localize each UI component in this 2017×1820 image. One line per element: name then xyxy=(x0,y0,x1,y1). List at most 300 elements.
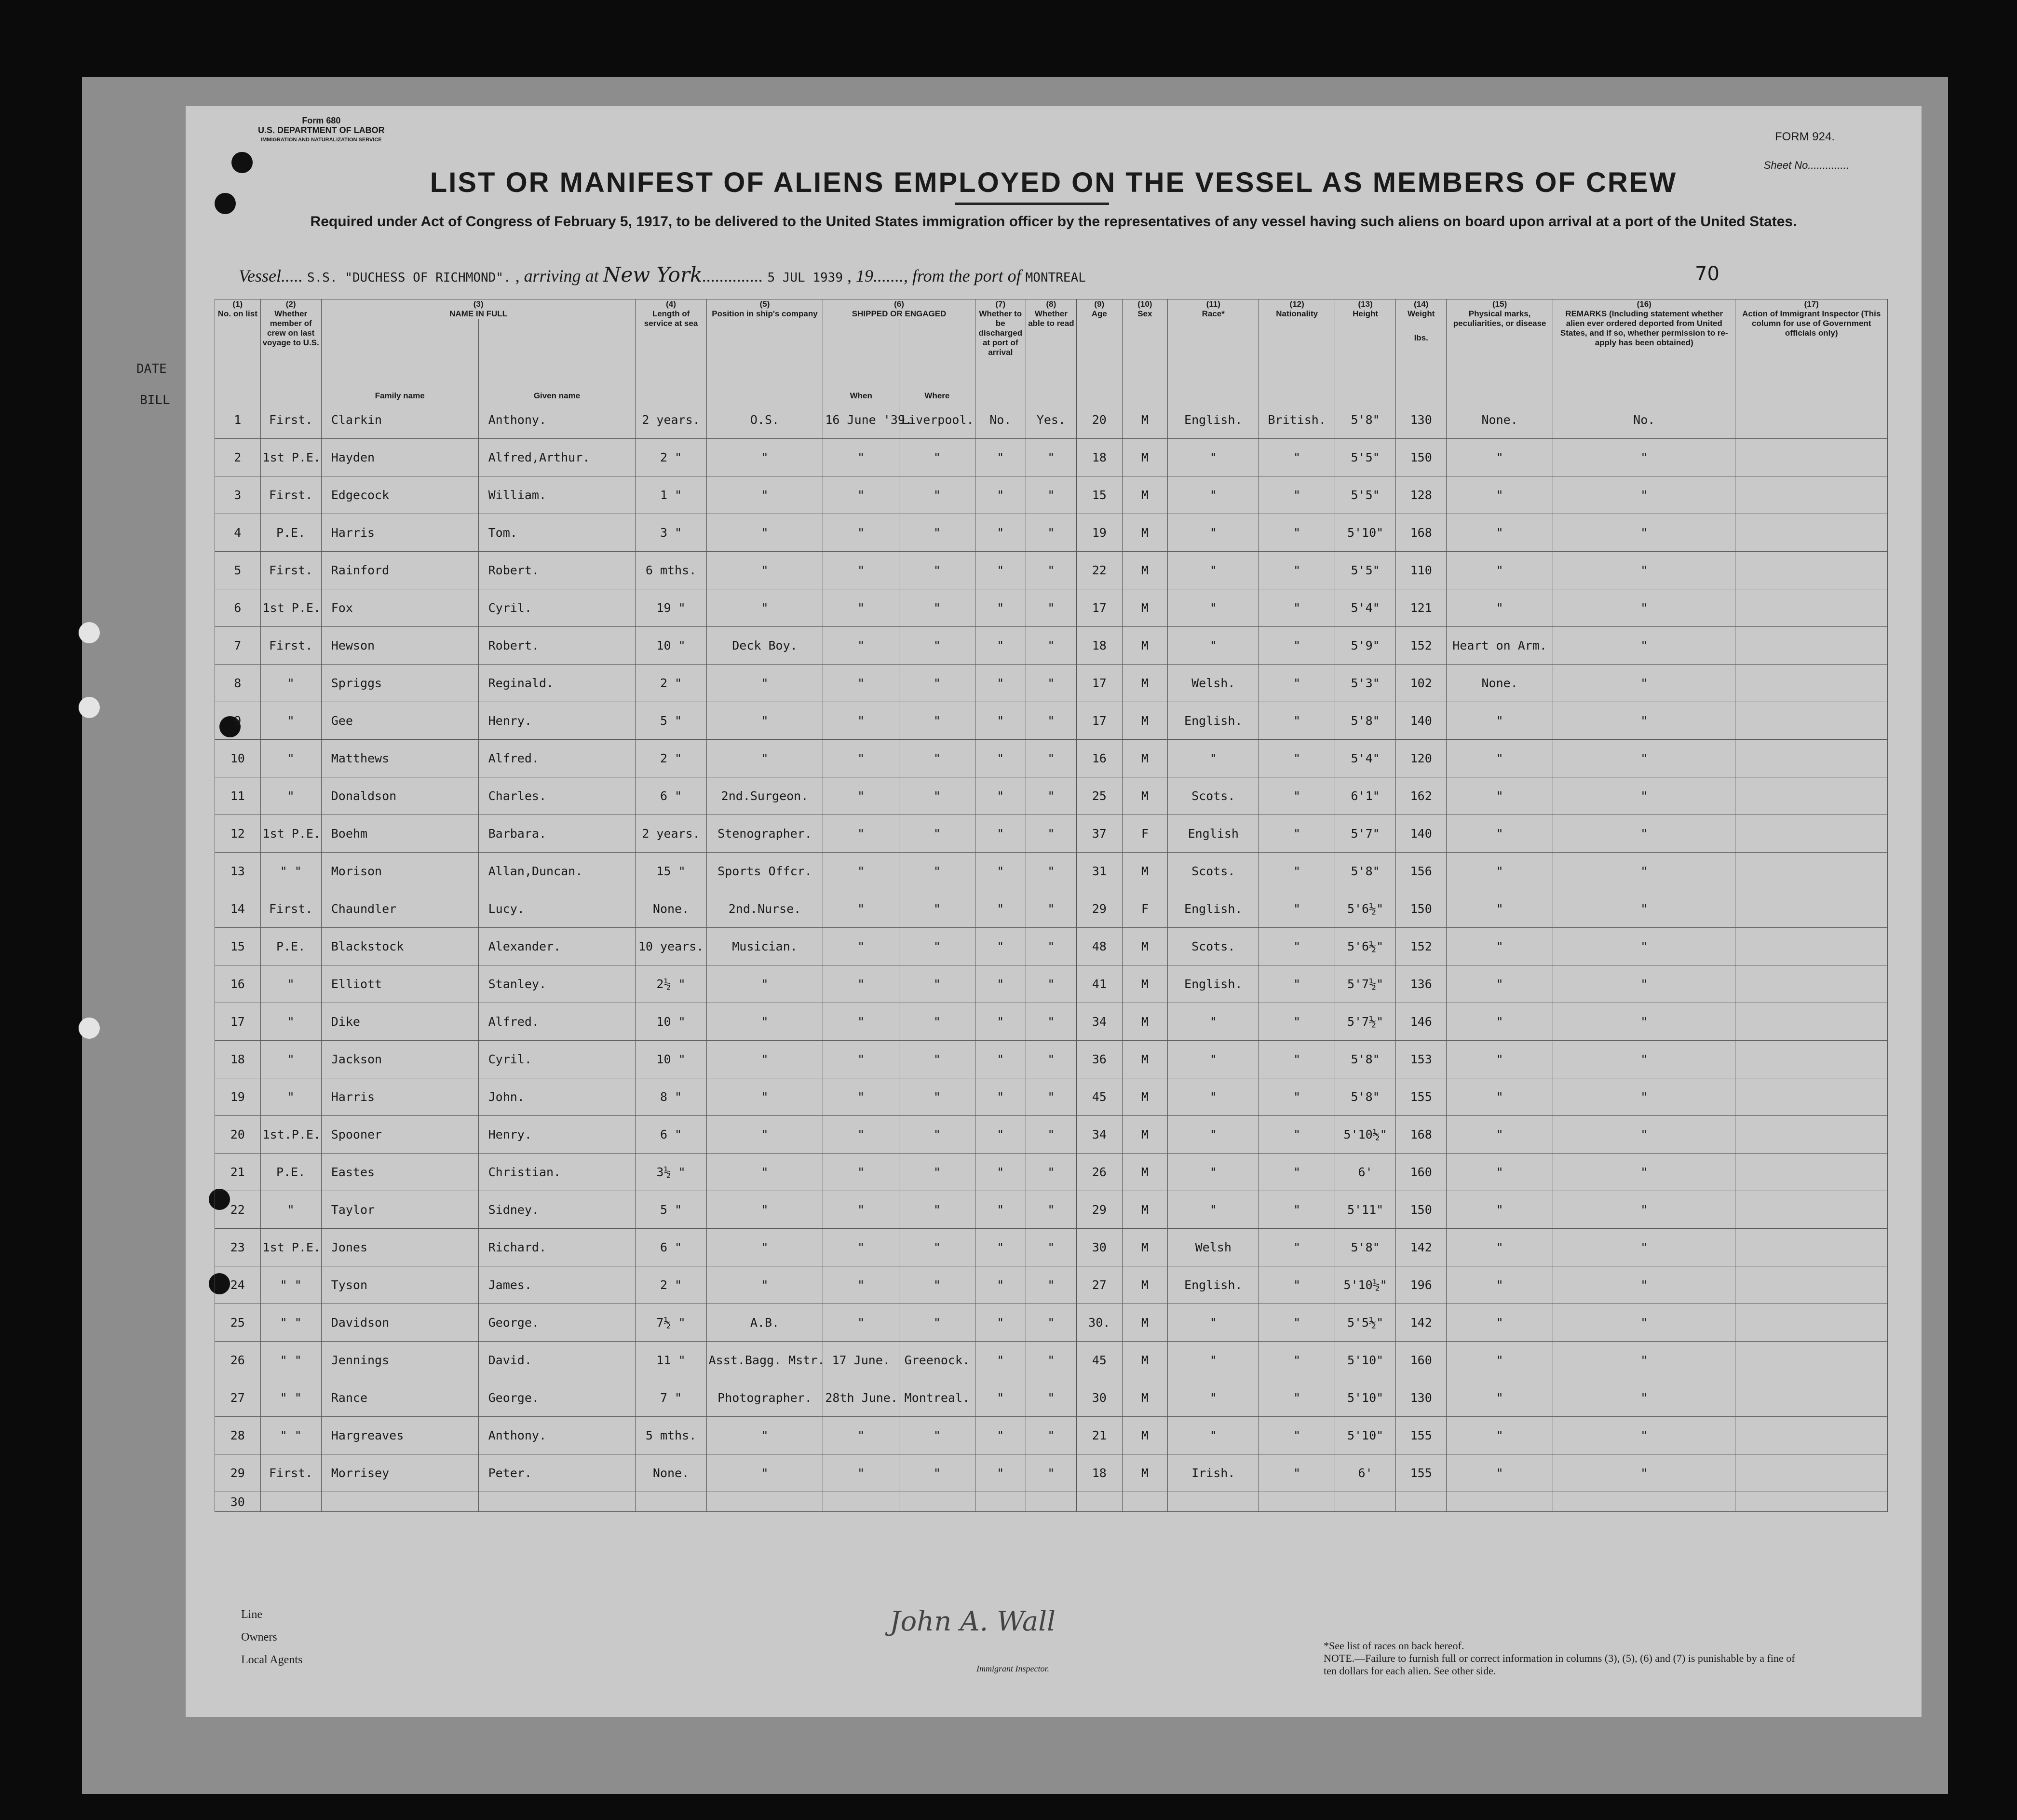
cell-service: 2 " xyxy=(636,665,706,702)
cell-when: 28th June. xyxy=(823,1379,899,1417)
cell-weight xyxy=(1396,1492,1447,1512)
cell-remarks: " xyxy=(1553,890,1735,928)
cell-sex: F xyxy=(1122,890,1168,928)
cell-action xyxy=(1735,928,1888,965)
cell-given: William. xyxy=(478,476,636,514)
cell-sex: M xyxy=(1122,589,1168,627)
cell-no: 2 xyxy=(215,439,261,476)
table-row xyxy=(215,401,1888,439)
cell-race: English. xyxy=(1168,702,1259,740)
cell-given: James. xyxy=(478,1266,636,1304)
cell-remarks: " xyxy=(1553,1229,1735,1266)
cell-when: " xyxy=(823,476,899,514)
cell-age: 25 xyxy=(1076,777,1122,815)
cell-height: 5'10½" xyxy=(1335,1266,1396,1304)
table-row xyxy=(215,965,1888,1003)
cell-remarks: " xyxy=(1553,853,1735,890)
cell-no: 29 xyxy=(215,1454,261,1492)
cell-sex: M xyxy=(1122,1229,1168,1266)
cell-race: Welsh. xyxy=(1168,665,1259,702)
cell-no: 18 xyxy=(215,1041,261,1078)
cell-where: " xyxy=(899,1116,975,1154)
cell-marks: " xyxy=(1447,740,1553,777)
cell-sex: M xyxy=(1122,1041,1168,1078)
cell-race: " xyxy=(1168,589,1259,627)
cell-read xyxy=(1026,1492,1076,1512)
cell-age: 29 xyxy=(1076,890,1122,928)
cell-family: Taylor xyxy=(321,1191,478,1229)
cell-race: Scots. xyxy=(1168,853,1259,890)
cell-age: 17 xyxy=(1076,702,1122,740)
col-race: (11) Race* xyxy=(1168,299,1259,401)
cell-weight: 196 xyxy=(1396,1266,1447,1304)
col-when: When xyxy=(823,319,899,401)
cell-where: " xyxy=(899,627,975,665)
cell-age: 27 xyxy=(1076,1266,1122,1304)
col-sex: (10) Sex xyxy=(1122,299,1168,401)
cell-position: Deck Boy. xyxy=(706,627,823,665)
cell-discharged: " xyxy=(975,890,1026,928)
cell-remarks: " xyxy=(1553,928,1735,965)
cell-when: " xyxy=(823,1003,899,1041)
cell-race: " xyxy=(1168,476,1259,514)
cell-race: " xyxy=(1168,627,1259,665)
cell-marks: " xyxy=(1447,589,1553,627)
cell-no: 8 xyxy=(215,665,261,702)
table-row xyxy=(215,928,1888,965)
cell-weight: 155 xyxy=(1396,1417,1447,1454)
cell-remarks: " xyxy=(1553,1154,1735,1191)
cell-family: Fox xyxy=(321,589,478,627)
cell-discharged: " xyxy=(975,552,1026,589)
cell-sex: M xyxy=(1122,1078,1168,1116)
cell-member: " xyxy=(260,740,321,777)
cell-service: 2 years. xyxy=(636,815,706,853)
cell-weight: 110 xyxy=(1396,552,1447,589)
cell-nationality: " xyxy=(1259,928,1335,965)
cell-discharged: " xyxy=(975,1003,1026,1041)
cell-no: 5 xyxy=(215,552,261,589)
cell-position: " xyxy=(706,1041,823,1078)
cell-sex: M xyxy=(1122,476,1168,514)
cell-discharged: " xyxy=(975,1304,1026,1342)
cell-action xyxy=(1735,740,1888,777)
cell-height: 5'4" xyxy=(1335,740,1396,777)
cell-action xyxy=(1735,1492,1888,1512)
punch-hole xyxy=(79,622,100,643)
cell-marks xyxy=(1447,1492,1553,1512)
cell-service: 6 " xyxy=(636,1116,706,1154)
cell-member: P.E. xyxy=(260,514,321,552)
cell-member: 1st.P.E. xyxy=(260,1116,321,1154)
cell-sex: M xyxy=(1122,1342,1168,1379)
cell-discharged: " xyxy=(975,853,1026,890)
cell-member: " xyxy=(260,665,321,702)
cell-position: Asst.Bagg. Mstr. xyxy=(706,1342,823,1379)
cell-weight: 140 xyxy=(1396,702,1447,740)
col-name: (3) NAME IN FULL xyxy=(321,299,636,319)
cell-age: 29 xyxy=(1076,1191,1122,1229)
cell-sex: M xyxy=(1122,1191,1168,1229)
department: U.S. DEPARTMENT OF LABOR xyxy=(258,125,385,135)
cell-where: Liverpool. xyxy=(899,401,975,439)
cell-given: Christian. xyxy=(478,1154,636,1191)
cell-member: " xyxy=(260,1078,321,1116)
table-row xyxy=(215,1078,1888,1116)
cell-where: " xyxy=(899,665,975,702)
cell-nationality: " xyxy=(1259,1266,1335,1304)
cell-action xyxy=(1735,853,1888,890)
cell-given: Cyril. xyxy=(478,589,636,627)
signature-caption: Immigrant Inspector. xyxy=(976,1664,1049,1673)
cell-member: " " xyxy=(260,1266,321,1304)
cell-height: 5'8" xyxy=(1335,702,1396,740)
cell-read: " xyxy=(1026,1078,1076,1116)
cell-weight: 155 xyxy=(1396,1454,1447,1492)
cell-where: " xyxy=(899,1454,975,1492)
page-title: LIST OR MANIFEST OF ALIENS EMPLOYED ON THE VESSEL AS MEMBERS OF CREW xyxy=(430,167,1678,198)
cell-member: " xyxy=(260,965,321,1003)
cell-remarks: " xyxy=(1553,589,1735,627)
cell-when: " xyxy=(823,965,899,1003)
cell-position: Stenographer. xyxy=(706,815,823,853)
cell-where: " xyxy=(899,740,975,777)
cell-when: " xyxy=(823,853,899,890)
cell-family: Hayden xyxy=(321,439,478,476)
cell-where: Greenock. xyxy=(899,1342,975,1379)
cell-discharged: " xyxy=(975,439,1026,476)
cell-service: 5 " xyxy=(636,702,706,740)
cell-age: 26 xyxy=(1076,1154,1122,1191)
cell-nationality: " xyxy=(1259,1078,1335,1116)
cell-nationality: " xyxy=(1259,1304,1335,1342)
cell-where: " xyxy=(899,476,975,514)
cell-weight: 162 xyxy=(1396,777,1447,815)
col-remarks: (16) REMARKS (Including statement whether alien ever ordered deported from United States, and if so, whether permission to re-apply has been obtained) xyxy=(1553,299,1735,401)
cell-weight: 142 xyxy=(1396,1304,1447,1342)
cell-race: " xyxy=(1168,1003,1259,1041)
col-no: (1) No. on list xyxy=(215,299,261,401)
cell-read: " xyxy=(1026,1116,1076,1154)
cell-where: " xyxy=(899,815,975,853)
cell-position: 2nd.Surgeon. xyxy=(706,777,823,815)
cell-age: 30. xyxy=(1076,1304,1122,1342)
footer-labels xyxy=(241,1603,302,1671)
cell-when: " xyxy=(823,702,899,740)
cell-race: English xyxy=(1168,815,1259,853)
cell-discharged: " xyxy=(975,702,1026,740)
cell-read: " xyxy=(1026,1266,1076,1304)
cell-remarks: " xyxy=(1553,965,1735,1003)
cell-action xyxy=(1735,1266,1888,1304)
cell-given: Alfred. xyxy=(478,1003,636,1041)
cell-family: Jones xyxy=(321,1229,478,1266)
cell-where: " xyxy=(899,1041,975,1078)
table-row xyxy=(215,589,1888,627)
cell-remarks: " xyxy=(1553,1454,1735,1492)
cell-marks: " xyxy=(1447,1229,1553,1266)
cell-service: 6 " xyxy=(636,777,706,815)
cell-marks: " xyxy=(1447,965,1553,1003)
cell-height: 5'10" xyxy=(1335,1379,1396,1417)
cell-marks: " xyxy=(1447,777,1553,815)
cell-weight: 152 xyxy=(1396,928,1447,965)
cell-discharged: " xyxy=(975,740,1026,777)
cell-service: 10 " xyxy=(636,627,706,665)
cell-sex: M xyxy=(1122,1454,1168,1492)
cell-action xyxy=(1735,589,1888,627)
cell-read: " xyxy=(1026,965,1076,1003)
cell-age: 37 xyxy=(1076,815,1122,853)
cell-no: 19 xyxy=(215,1078,261,1116)
cell-position: " xyxy=(706,665,823,702)
cell-action xyxy=(1735,1041,1888,1078)
cell-nationality: " xyxy=(1259,665,1335,702)
cell-remarks: " xyxy=(1553,1191,1735,1229)
cell-race: " xyxy=(1168,1154,1259,1191)
cell-member: " xyxy=(260,1191,321,1229)
cell-service: 10 " xyxy=(636,1041,706,1078)
cell-service: 8 " xyxy=(636,1078,706,1116)
cell-family: Gee xyxy=(321,702,478,740)
cell-service: 6 mths. xyxy=(636,552,706,589)
cell-race: " xyxy=(1168,552,1259,589)
table-row xyxy=(215,890,1888,928)
cell-age: 20 xyxy=(1076,401,1122,439)
cell-position: " xyxy=(706,1154,823,1191)
cell-when: " xyxy=(823,1041,899,1078)
cell-sex: M xyxy=(1122,702,1168,740)
cell-sex: M xyxy=(1122,853,1168,890)
cell-remarks: " xyxy=(1553,1304,1735,1342)
cell-no: 10 xyxy=(215,740,261,777)
cell-nationality xyxy=(1259,1492,1335,1512)
cell-no: 26 xyxy=(215,1342,261,1379)
title-rule xyxy=(955,203,1109,205)
cell-marks: " xyxy=(1447,1003,1553,1041)
cell-marks: " xyxy=(1447,890,1553,928)
cell-given: Peter. xyxy=(478,1454,636,1492)
cell-age: 19 xyxy=(1076,514,1122,552)
arriving-at: New York xyxy=(603,263,703,286)
cell-sex: M xyxy=(1122,552,1168,589)
cell-when: " xyxy=(823,1454,899,1492)
cell-discharged: " xyxy=(975,627,1026,665)
cell-where: " xyxy=(899,890,975,928)
cell-read: " xyxy=(1026,853,1076,890)
table-row xyxy=(215,702,1888,740)
cell-family: Eastes xyxy=(321,1154,478,1191)
col-read: (8) Whether able to read xyxy=(1026,299,1076,401)
cell-where: " xyxy=(899,928,975,965)
cell-sex: M xyxy=(1122,965,1168,1003)
cell-race: " xyxy=(1168,740,1259,777)
cell-given: David. xyxy=(478,1342,636,1379)
side-note-date: DATE xyxy=(136,362,167,376)
cell-given: Tom. xyxy=(478,514,636,552)
cell-weight: 153 xyxy=(1396,1041,1447,1078)
arriving-label: , arriving at xyxy=(515,266,599,285)
cell-position: " xyxy=(706,1417,823,1454)
cell-service: 19 " xyxy=(636,589,706,627)
cell-family: Blackstock xyxy=(321,928,478,965)
cell-when: " xyxy=(823,890,899,928)
cell-weight: 128 xyxy=(1396,476,1447,514)
cell-nationality: " xyxy=(1259,589,1335,627)
cell-marks: " xyxy=(1447,476,1553,514)
cell-position: " xyxy=(706,1266,823,1304)
cell-race: Irish. xyxy=(1168,1454,1259,1492)
cell-family: Chaundler xyxy=(321,890,478,928)
cell-member: " " xyxy=(260,1342,321,1379)
col-service: (4) Length of service at sea xyxy=(636,299,706,401)
cell-family: Matthews xyxy=(321,740,478,777)
cell-sex: M xyxy=(1122,401,1168,439)
from-port: MONTREAL xyxy=(1025,271,1086,285)
cell-weight: 150 xyxy=(1396,1191,1447,1229)
col-age: (9) Age xyxy=(1076,299,1122,401)
cell-when xyxy=(823,1492,899,1512)
cell-position: " xyxy=(706,552,823,589)
cell-when: 17 June. xyxy=(823,1342,899,1379)
cell-family: Harris xyxy=(321,1078,478,1116)
table-row xyxy=(215,1003,1888,1041)
col-shipped: (6) SHIPPED OR ENGAGED xyxy=(823,299,975,319)
cell-read: " xyxy=(1026,514,1076,552)
cell-remarks: " xyxy=(1553,777,1735,815)
cell-discharged: " xyxy=(975,1229,1026,1266)
cell-nationality: " xyxy=(1259,1454,1335,1492)
cell-member: P.E. xyxy=(260,1154,321,1191)
cell-position: " xyxy=(706,514,823,552)
cell-when: " xyxy=(823,1229,899,1266)
cell-remarks: " xyxy=(1553,627,1735,665)
cell-age: 41 xyxy=(1076,965,1122,1003)
punch-hole xyxy=(79,697,100,718)
cell-remarks: " xyxy=(1553,1116,1735,1154)
cell-discharged: " xyxy=(975,589,1026,627)
cell-position: 2nd.Nurse. xyxy=(706,890,823,928)
cell-remarks: No. xyxy=(1553,401,1735,439)
cell-race: Scots. xyxy=(1168,928,1259,965)
cell-where: Montreal. xyxy=(899,1379,975,1417)
cell-marks: " xyxy=(1447,1417,1553,1454)
cell-no: 9 xyxy=(215,702,261,740)
cell-age: 15 xyxy=(1076,476,1122,514)
col-where: Where xyxy=(899,319,975,401)
cell-age: 30 xyxy=(1076,1379,1122,1417)
cell-action xyxy=(1735,965,1888,1003)
table-row xyxy=(215,853,1888,890)
cell-weight: 155 xyxy=(1396,1078,1447,1116)
cell-nationality: " xyxy=(1259,1342,1335,1379)
cell-weight: 121 xyxy=(1396,589,1447,627)
table-row xyxy=(215,1492,1888,1512)
cell-member: First. xyxy=(260,476,321,514)
table-row xyxy=(215,740,1888,777)
cell-given xyxy=(478,1492,636,1512)
cell-discharged: " xyxy=(975,1078,1026,1116)
cell-where xyxy=(899,1492,975,1512)
cell-discharged: " xyxy=(975,665,1026,702)
cell-family: Tyson xyxy=(321,1266,478,1304)
cell-height: 5'9" xyxy=(1335,627,1396,665)
cell-position: " xyxy=(706,1454,823,1492)
form-924: FORM 924. xyxy=(1774,130,1835,143)
cell-position: A.B. xyxy=(706,1304,823,1342)
cell-nationality: " xyxy=(1259,1417,1335,1454)
cell-position: " xyxy=(706,439,823,476)
cell-remarks xyxy=(1553,1492,1735,1512)
cell-weight: 150 xyxy=(1396,890,1447,928)
cell-nationality: " xyxy=(1259,627,1335,665)
cell-action xyxy=(1735,665,1888,702)
cell-family: Spriggs xyxy=(321,665,478,702)
cell-member: " xyxy=(260,1003,321,1041)
cell-race: Welsh xyxy=(1168,1229,1259,1266)
cell-discharged: " xyxy=(975,1041,1026,1078)
cell-no: 23 xyxy=(215,1229,261,1266)
cell-given: Henry. xyxy=(478,702,636,740)
cell-family xyxy=(321,1492,478,1512)
cell-marks: " xyxy=(1447,439,1553,476)
cell-race xyxy=(1168,1492,1259,1512)
table-row xyxy=(215,1304,1888,1342)
cell-no: 28 xyxy=(215,1417,261,1454)
cell-position: " xyxy=(706,1229,823,1266)
cell-marks: " xyxy=(1447,928,1553,965)
cell-marks: " xyxy=(1447,514,1553,552)
inspector-signature: John A. Wall xyxy=(890,1606,1056,1637)
cell-read: " xyxy=(1026,1191,1076,1229)
cell-given: Alexander. xyxy=(478,928,636,965)
cell-sex: M xyxy=(1122,1304,1168,1342)
cell-service: None. xyxy=(636,1454,706,1492)
cell-age: 18 xyxy=(1076,627,1122,665)
cell-sex: M xyxy=(1122,514,1168,552)
cell-marks: " xyxy=(1447,1379,1553,1417)
cell-when: 16 June '39. xyxy=(823,401,899,439)
cell-family: Dike xyxy=(321,1003,478,1041)
cell-race: " xyxy=(1168,1078,1259,1116)
vessel-label: Vessel xyxy=(239,266,281,285)
cell-nationality: " xyxy=(1259,476,1335,514)
cell-where: " xyxy=(899,702,975,740)
cell-action xyxy=(1735,1454,1888,1492)
cell-no: 20 xyxy=(215,1116,261,1154)
cell-service: 3 " xyxy=(636,514,706,552)
cell-action xyxy=(1735,401,1888,439)
cell-nationality: " xyxy=(1259,1041,1335,1078)
cell-given: George. xyxy=(478,1304,636,1342)
cell-marks: " xyxy=(1447,552,1553,589)
cell-service: 2 " xyxy=(636,740,706,777)
cell-family: Spooner xyxy=(321,1116,478,1154)
cell-sex: M xyxy=(1122,627,1168,665)
cell-remarks: " xyxy=(1553,1379,1735,1417)
col-member: (2) Whether member of crew on last voyage to U.S. xyxy=(260,299,321,401)
cell-height: 6'1" xyxy=(1335,777,1396,815)
cell-sex: F xyxy=(1122,815,1168,853)
cell-given: George. xyxy=(478,1379,636,1417)
cell-height: 5'8" xyxy=(1335,1229,1396,1266)
table-row xyxy=(215,627,1888,665)
cell-race: English. xyxy=(1168,1266,1259,1304)
cell-race: " xyxy=(1168,439,1259,476)
cell-given: Allan,Duncan. xyxy=(478,853,636,890)
table-row xyxy=(215,1454,1888,1492)
cell-height: 5'10" xyxy=(1335,1342,1396,1379)
